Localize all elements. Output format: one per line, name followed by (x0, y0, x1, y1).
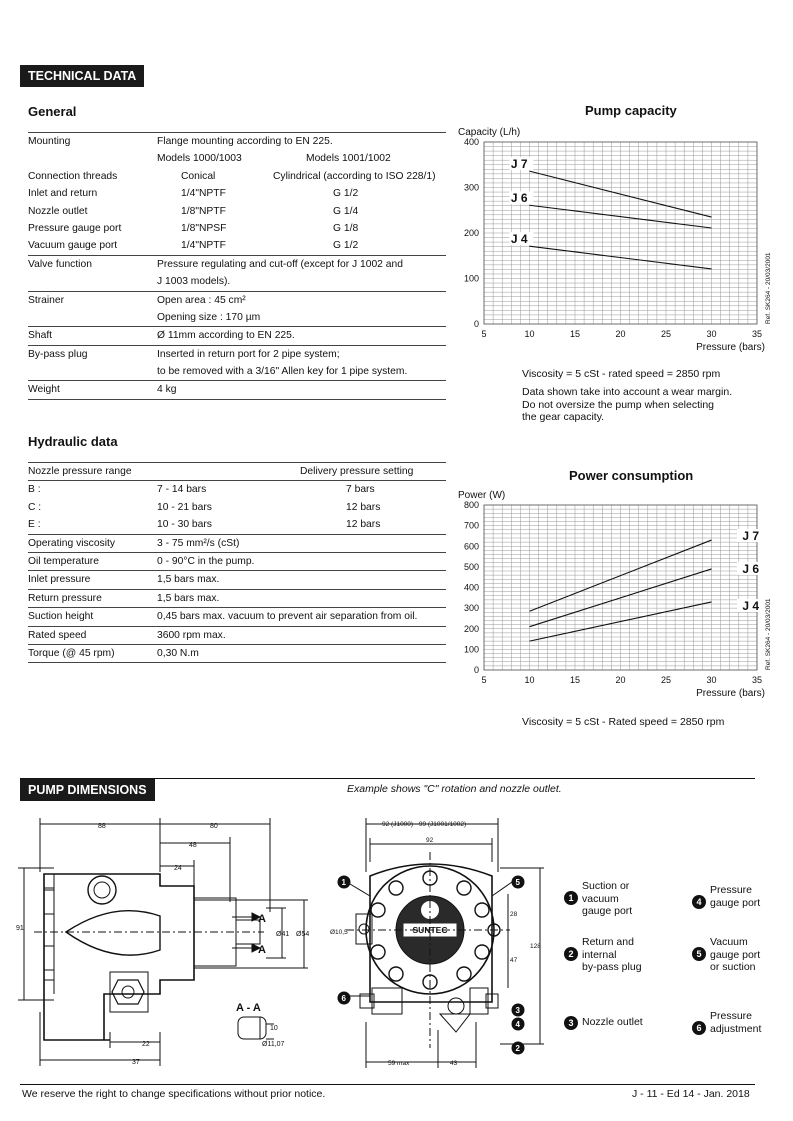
dim-59: 59 max (388, 1060, 410, 1067)
table-row (28, 291, 446, 309)
x-tick-label: 35 (751, 329, 763, 339)
row-label: E : (28, 519, 41, 531)
row-value: 4 kg (157, 384, 177, 396)
row-value-2: 12 bars (346, 501, 381, 513)
row-value-2: Delivery pressure setting (300, 466, 414, 477)
table-row (28, 309, 446, 326)
dim-48: 48 (189, 842, 197, 849)
row-label: Nozzle outlet (28, 205, 88, 217)
capacity-note-2: Do not oversize the pump when selecting (522, 398, 715, 411)
row-value-2: G 1/2 (333, 240, 359, 252)
y-tick-label: 0 (473, 665, 479, 675)
row-label: Connection threads (28, 170, 118, 182)
legend-marker: 4 (692, 895, 706, 909)
y-tick-label: 400 (463, 582, 479, 593)
pump-side-view-drawing (14, 812, 324, 1074)
table-row (28, 589, 446, 607)
y-axis-label: Power (W) (458, 490, 506, 501)
dim-128: 128 (530, 943, 541, 950)
row-label: Rated speed (28, 629, 87, 641)
x-tick-label: 30 (706, 675, 717, 685)
table-row (28, 185, 446, 202)
x-tick-label: 25 (660, 329, 672, 339)
table-row (28, 326, 446, 344)
pump-front-view-drawing (330, 812, 555, 1074)
dim-105: Ø10,5 (330, 929, 348, 936)
legend-marker: 5 (692, 947, 706, 961)
capacity-note-3: the gear capacity. (522, 411, 605, 423)
row-label: Vacuum gauge port (28, 240, 118, 252)
series-label: J 6 (742, 561, 759, 576)
row-label: Operating viscosity (28, 537, 115, 549)
table-row (28, 570, 446, 588)
dim-47: 47 (510, 957, 518, 964)
row-value: 1/4"NPTF (181, 240, 226, 252)
row-label: Valve function (28, 258, 92, 270)
row-value: Opening size : 170 µm (157, 311, 261, 323)
suntec-logo-text: SUNTEC (412, 925, 448, 935)
capacity-note-viscosity: Viscosity = 5 cSt - rated speed = 2850 rpm (522, 368, 721, 380)
legend-text: Suction or vacuum gauge port (582, 880, 633, 917)
x-tick-label: 25 (660, 675, 672, 685)
capacity-note-1: Data shown take into account a wear margin. (522, 386, 733, 398)
example-note: Example shows "C" rotation and nozzle outlet. (347, 783, 562, 795)
row-label: Strainer (28, 294, 65, 306)
power-consumption-title: Power consumption (569, 468, 694, 483)
row-label: B : (28, 484, 41, 496)
legend-text: Vacuum gauge port or suction (710, 936, 761, 973)
legend-text: Pressure gauge port (710, 884, 761, 909)
y-tick-label: 300 (463, 603, 479, 614)
y-tick-label: 0 (473, 319, 479, 329)
dim-80: 80 (210, 823, 218, 830)
dim-91: 91 (16, 925, 24, 932)
marker-6: 6 (341, 994, 346, 1003)
table-row (28, 220, 446, 237)
dim-front-top: 92 (J1000) - 99 (J1001/1002) (382, 821, 467, 828)
x-tick-label: 15 (569, 675, 581, 685)
dim-43: 43 (450, 1060, 458, 1067)
row-value: Conical (181, 170, 216, 182)
table-row (28, 499, 446, 516)
table-row (28, 534, 446, 552)
x-tick-label: 20 (615, 329, 626, 339)
row-label: Oil temperature (28, 555, 99, 567)
marker-3: 3 (515, 1006, 520, 1015)
series-label: J 4 (510, 232, 528, 247)
row-value: 1,5 bars max. (157, 574, 220, 586)
row-value: J 1003 models). (157, 276, 231, 288)
legend-marker: 1 (564, 891, 578, 905)
x-tick-label: 35 (751, 675, 763, 685)
x-tick-label: 20 (615, 675, 626, 685)
y-tick-label: 600 (463, 541, 479, 552)
y-tick-label: 200 (463, 623, 479, 634)
pump-dimensions-banner: PUMP DIMENSIONS (20, 779, 155, 801)
x-tick-label: 10 (524, 329, 535, 339)
table-row (28, 345, 446, 363)
dim-section-11: Ø11,07 (262, 1041, 285, 1048)
series-label: J 6 (510, 191, 528, 206)
general-title: General (28, 104, 77, 119)
row-value: Flange mounting according to EN 225. (157, 136, 333, 147)
dim-24: 24 (174, 865, 182, 872)
hydraulic-table (28, 462, 446, 663)
row-value: 7 - 14 bars (157, 484, 207, 496)
legend-marker: 2 (564, 947, 578, 961)
row-value: 1/8"NPSF (181, 222, 227, 234)
dim-88: 88 (98, 823, 106, 830)
row-value: 1/8"NPTF (181, 205, 226, 217)
hydraulic-title: Hydraulic data (28, 434, 118, 449)
x-tick-label: 5 (481, 329, 487, 339)
legend-text: Return and internal by-pass plug (582, 936, 642, 973)
table-row (28, 607, 446, 625)
x-axis-label: Pressure (bars) (696, 342, 765, 353)
pump-capacity-title: Pump capacity (585, 103, 677, 118)
row-label: Inlet and return (28, 188, 98, 200)
footer-edition: J - 11 - Ed 14 - Jan. 2018 (632, 1088, 750, 1100)
table-row (28, 203, 446, 220)
row-value: Ø 11mm according to EN 225. (157, 330, 295, 342)
table-row (28, 626, 446, 644)
row-value: 0,30 N.m (157, 647, 199, 659)
row-value-2: G 1/2 (333, 188, 359, 200)
row-value: 3 - 75 mm²/s (cSt) (157, 537, 240, 549)
table-row (28, 480, 446, 498)
x-axis-label: Pressure (bars) (696, 688, 765, 699)
dim-37: 37 (132, 1059, 140, 1066)
y-tick-label: 100 (463, 644, 479, 655)
table-row (28, 168, 446, 185)
dim-section-10: 10 (270, 1025, 278, 1032)
power-note-viscosity: Viscosity = 5 cSt - Rated speed = 2850 rpm (522, 716, 725, 728)
row-value: Models 1000/1003 (157, 153, 242, 165)
row-value-2: 12 bars (346, 519, 381, 531)
row-label: Torque (@ 45 rpm) (28, 647, 115, 659)
marker-5: 5 (515, 878, 520, 887)
marker-1: 1 (341, 878, 346, 887)
table-row (28, 150, 446, 167)
section-label: A - A (236, 1002, 261, 1014)
y-axis-label: Capacity (L/h) (458, 127, 521, 138)
legend-text: Nozzle outlet (582, 1016, 643, 1028)
y-tick-label: 200 (463, 228, 479, 238)
row-label: C : (28, 501, 42, 513)
table-row (28, 644, 446, 663)
row-label: Inlet pressure (28, 574, 91, 586)
table-row (28, 132, 446, 150)
series-label: J 7 (510, 157, 528, 172)
row-label: Weight (28, 384, 60, 396)
x-tick-label: 15 (569, 329, 581, 339)
legend-text: Pressure adjustment (710, 1010, 762, 1035)
row-value: Pressure regulating and cut-off (except for J 1002 and (157, 258, 403, 270)
marker-4: 4 (515, 1020, 520, 1029)
x-tick-label: 30 (706, 329, 717, 339)
y-tick-label: 100 (463, 273, 479, 284)
pump-capacity-chart (455, 118, 775, 363)
row-value: Inserted in return port for 2 pipe system; (157, 348, 340, 360)
power-consumption-chart (455, 483, 775, 708)
table-row (28, 273, 446, 290)
table-row (28, 363, 446, 380)
dim-41: Ø41 (276, 931, 290, 938)
table-row (28, 237, 446, 254)
row-value-2: G 1/4 (333, 205, 359, 217)
general-table (28, 132, 446, 400)
y-tick-label: 400 (463, 137, 479, 147)
arrow-a-bottom: A (258, 944, 266, 956)
row-value: Open area : 45 cm² (157, 294, 246, 306)
row-label: Suction height (28, 611, 94, 623)
table-row (28, 380, 446, 399)
marker-2: 2 (515, 1044, 520, 1053)
row-value: 1,5 bars max. (157, 592, 220, 604)
series-label: J 4 (742, 598, 759, 613)
legend-marker: 6 (692, 1021, 706, 1035)
row-value-2: 7 bars (346, 484, 375, 496)
table-row (28, 552, 446, 570)
table-row (28, 462, 446, 480)
row-label: By-pass plug (28, 348, 88, 360)
row-value: 0,45 bars max. vacuum to prevent air separation from oil. (157, 611, 418, 623)
x-tick-label: 10 (524, 675, 535, 685)
legend-marker: 3 (564, 1016, 578, 1030)
row-value: 10 - 21 bars (157, 501, 212, 513)
dim-92: 92 (426, 837, 434, 844)
chart-ref: Ref. SK264 - 20/03/2001 (765, 252, 772, 324)
row-label: Nozzle pressure range (28, 466, 132, 477)
x-tick-label: 5 (481, 675, 487, 685)
dim-28: 28 (510, 911, 518, 918)
technical-data-banner: TECHNICAL DATA (20, 65, 144, 87)
row-value: 3600 rpm max. (157, 629, 226, 641)
row-label: Return pressure (28, 592, 102, 604)
row-value-2: G 1/8 (333, 222, 359, 234)
row-label: Mounting (28, 136, 71, 147)
footer-rule (20, 1084, 755, 1085)
dim-22: 22 (142, 1041, 150, 1048)
arrow-a-top: A (258, 913, 266, 925)
dim-54: Ø54 (296, 931, 310, 938)
row-value-2: Cylindrical (according to ISO 228/1) (273, 170, 436, 182)
table-row (28, 516, 446, 533)
footer-disclaimer: We reserve the right to change specifications without prior notice. (22, 1088, 326, 1100)
row-value-2: Models 1001/1002 (306, 153, 391, 165)
y-tick-label: 800 (463, 500, 479, 510)
y-tick-label: 300 (463, 182, 479, 193)
y-tick-label: 500 (463, 561, 479, 572)
row-value: 10 - 30 bars (157, 519, 212, 531)
series-label: J 7 (742, 529, 759, 544)
row-label: Shaft (28, 330, 53, 342)
table-row (28, 255, 446, 273)
row-label: Pressure gauge port (28, 222, 122, 234)
chart-ref: Ref. SK264 - 20/03/2001 (765, 598, 772, 670)
y-tick-label: 700 (463, 520, 479, 531)
row-value: to be removed with a 3/16" Allen key for 1 pipe system. (157, 366, 408, 378)
row-value: 0 - 90°C in the pump. (157, 555, 255, 567)
row-value: 1/4"NPTF (181, 188, 226, 200)
